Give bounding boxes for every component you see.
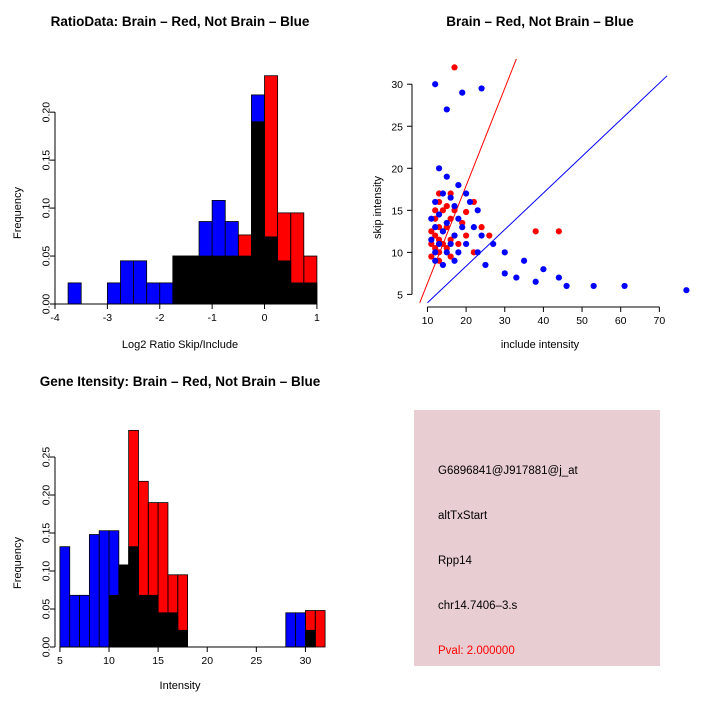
scatter-point [463, 241, 469, 247]
scatter-point [490, 241, 496, 247]
scatter-point [436, 165, 442, 171]
histogram-bar [305, 611, 315, 647]
tick-label: 1 [313, 312, 320, 324]
histogram-bar [80, 595, 90, 647]
scatter-point [502, 249, 508, 255]
histogram-bar [304, 256, 317, 304]
histogram-bar [296, 613, 306, 647]
tick-label: 15 [391, 205, 403, 218]
histogram-bar [265, 76, 278, 304]
scatter-point [432, 249, 438, 255]
tick-label: 0.10 [40, 560, 53, 582]
histogram-bar [199, 256, 212, 304]
histogram-bar [70, 595, 80, 647]
panel-scatter [360, 14, 720, 374]
scatter-point [440, 262, 446, 268]
histogram-bar [134, 261, 147, 304]
scatter-point [591, 283, 597, 289]
ratio-histogram-ylabel: Frequency [12, 187, 24, 239]
ratio-histogram-title: RatioData: Brain – Red, Not Brain – Blue [50, 14, 310, 29]
histogram-bar [68, 283, 81, 304]
histogram-bar [99, 531, 109, 647]
tick-label: -3 [102, 312, 113, 324]
scatter-point [540, 266, 546, 272]
scatter-point [459, 90, 465, 96]
intensity-histogram-ylabel: Frequency [12, 537, 24, 589]
tick-label: 30 [299, 655, 312, 667]
tick-label: 0.15 [40, 522, 53, 544]
histogram-bar [148, 503, 158, 647]
scatter-point [451, 203, 457, 209]
pval-text: Pval: 2.000000 [438, 645, 515, 657]
histogram-bar [238, 235, 251, 304]
scatter-point [533, 279, 539, 285]
tick-label: 0.20 [40, 484, 53, 506]
scatter-point [440, 190, 446, 196]
scatter-point [556, 228, 562, 234]
histogram-bar [158, 503, 168, 647]
tick-label: 60 [614, 315, 627, 327]
histogram-bar [225, 256, 238, 304]
scatter-point [478, 224, 484, 230]
scatter-point [478, 232, 484, 238]
scatter-point [482, 262, 488, 268]
histogram-bar [120, 261, 133, 304]
scatter-svg [360, 29, 720, 369]
histogram-bar [89, 535, 99, 647]
scatter-point [475, 249, 481, 255]
histogram-bar [160, 283, 173, 304]
ratio-histogram-xlabel: Log2 Ratio Skip/Include [121, 339, 239, 351]
tick-label: 50 [576, 315, 588, 327]
tick-label: 10 [391, 247, 403, 260]
scatter-point [432, 258, 438, 264]
scatter-point [463, 209, 469, 215]
scatter-point [521, 258, 527, 264]
tick-label: -4 [50, 312, 60, 324]
tick-label: -1 [207, 312, 217, 324]
tick-label: 0.05 [40, 598, 53, 620]
histogram-bar [278, 213, 291, 304]
histogram-bar [173, 256, 186, 304]
tick-label: 0.15 [40, 149, 53, 171]
histogram-bar [212, 256, 225, 304]
scatter-point [513, 274, 519, 280]
tick-label: 70 [653, 315, 666, 327]
tick-label: 20 [201, 655, 214, 667]
scatter-point [444, 220, 450, 226]
panel-ratio-histogram [0, 14, 360, 374]
scatter-point [455, 249, 461, 255]
scatter-point [478, 85, 484, 91]
tick-label: 40 [537, 315, 550, 327]
scatter-point [471, 224, 477, 230]
histogram-bar [186, 256, 199, 304]
tick-label: 20 [391, 163, 403, 176]
scatter-point [463, 190, 469, 196]
tick-label: 15 [152, 655, 164, 667]
tick-label: 5 [56, 655, 63, 667]
scatter-point [444, 106, 450, 112]
histogram-bar [315, 611, 325, 647]
scatter-point [428, 216, 434, 222]
scatter-point [428, 237, 434, 243]
info-line: Rpp14 [438, 555, 472, 567]
scatter-point [432, 81, 438, 87]
histogram-bar [286, 613, 296, 647]
scatter-point [444, 249, 450, 255]
tick-label: 30 [498, 315, 511, 327]
scatter-xlabel: include intensity [500, 339, 580, 351]
histogram-bar [251, 122, 264, 304]
histogram-bar [107, 283, 120, 304]
scatter-point [455, 216, 461, 222]
intensity-histogram-title: Gene Itensity: Brain – Red, Not Brain – Blue [39, 374, 321, 389]
tick-label: 10 [421, 315, 434, 327]
scatter-point [621, 283, 627, 289]
scatter-ylabel: skip intensity [372, 176, 384, 239]
tick-label: 0.00 [40, 293, 53, 315]
scatter-point [683, 287, 689, 293]
scatter-point [436, 241, 442, 247]
histogram-bar [138, 481, 148, 647]
scatter-title: Brain – Red, Not Brain – Blue [446, 14, 634, 29]
tick-label: 10 [103, 655, 115, 667]
tick-label: 0.00 [40, 636, 53, 658]
info-line: G6896841@J917881@j_at [438, 465, 578, 477]
scatter-point [502, 270, 508, 276]
scatter-point [455, 182, 461, 188]
scatter-point [444, 174, 450, 180]
tick-label: 25 [391, 121, 403, 134]
tick-label: 0.05 [40, 245, 53, 267]
tick-label: 0.20 [40, 101, 53, 123]
scatter-point [451, 258, 457, 264]
intensity-histogram-svg [0, 389, 360, 705]
histogram-bar [291, 213, 304, 304]
scatter-point [455, 241, 461, 247]
histogram-bar [119, 565, 129, 647]
histogram-bar [178, 575, 188, 647]
histogram-bar [168, 575, 178, 647]
scatter-point [432, 224, 438, 230]
tick-label: -2 [155, 312, 165, 324]
scatter-point [448, 195, 454, 201]
reference-line [420, 59, 517, 303]
tick-label: 0.10 [40, 197, 53, 219]
scatter-point [436, 211, 442, 217]
info-line: altTxStart [438, 510, 488, 522]
scatter-point [556, 274, 562, 280]
scatter-point [459, 224, 465, 230]
tick-label: 0.25 [40, 446, 53, 468]
intensity-histogram-xlabel: Intensity [159, 680, 201, 692]
histogram-bar [60, 547, 70, 647]
scatter-point [533, 228, 539, 234]
scatter-point [448, 241, 454, 247]
histogram-bar [147, 283, 160, 304]
scatter-point [440, 228, 446, 234]
ratio-histogram-svg [0, 29, 360, 369]
panel-intensity-histogram [0, 374, 360, 720]
scatter-point [451, 64, 457, 70]
scatter-point [486, 232, 492, 238]
tick-label: 25 [250, 655, 263, 667]
tick-label: 5 [397, 289, 403, 302]
info-panel [414, 410, 660, 666]
tick-label: 0 [261, 312, 268, 324]
scatter-point [432, 199, 438, 205]
info-line: chr14.7406–3.s [438, 600, 518, 612]
histogram-bar [129, 430, 139, 647]
reference-line [427, 76, 667, 303]
scatter-point [463, 232, 469, 238]
histogram-bar [109, 595, 119, 647]
scatter-point [475, 207, 481, 213]
tick-label: 20 [460, 315, 472, 327]
scatter-point [467, 199, 473, 205]
scatter-point [563, 283, 569, 289]
tick-label: 30 [391, 79, 403, 92]
scatter-point [451, 232, 457, 238]
